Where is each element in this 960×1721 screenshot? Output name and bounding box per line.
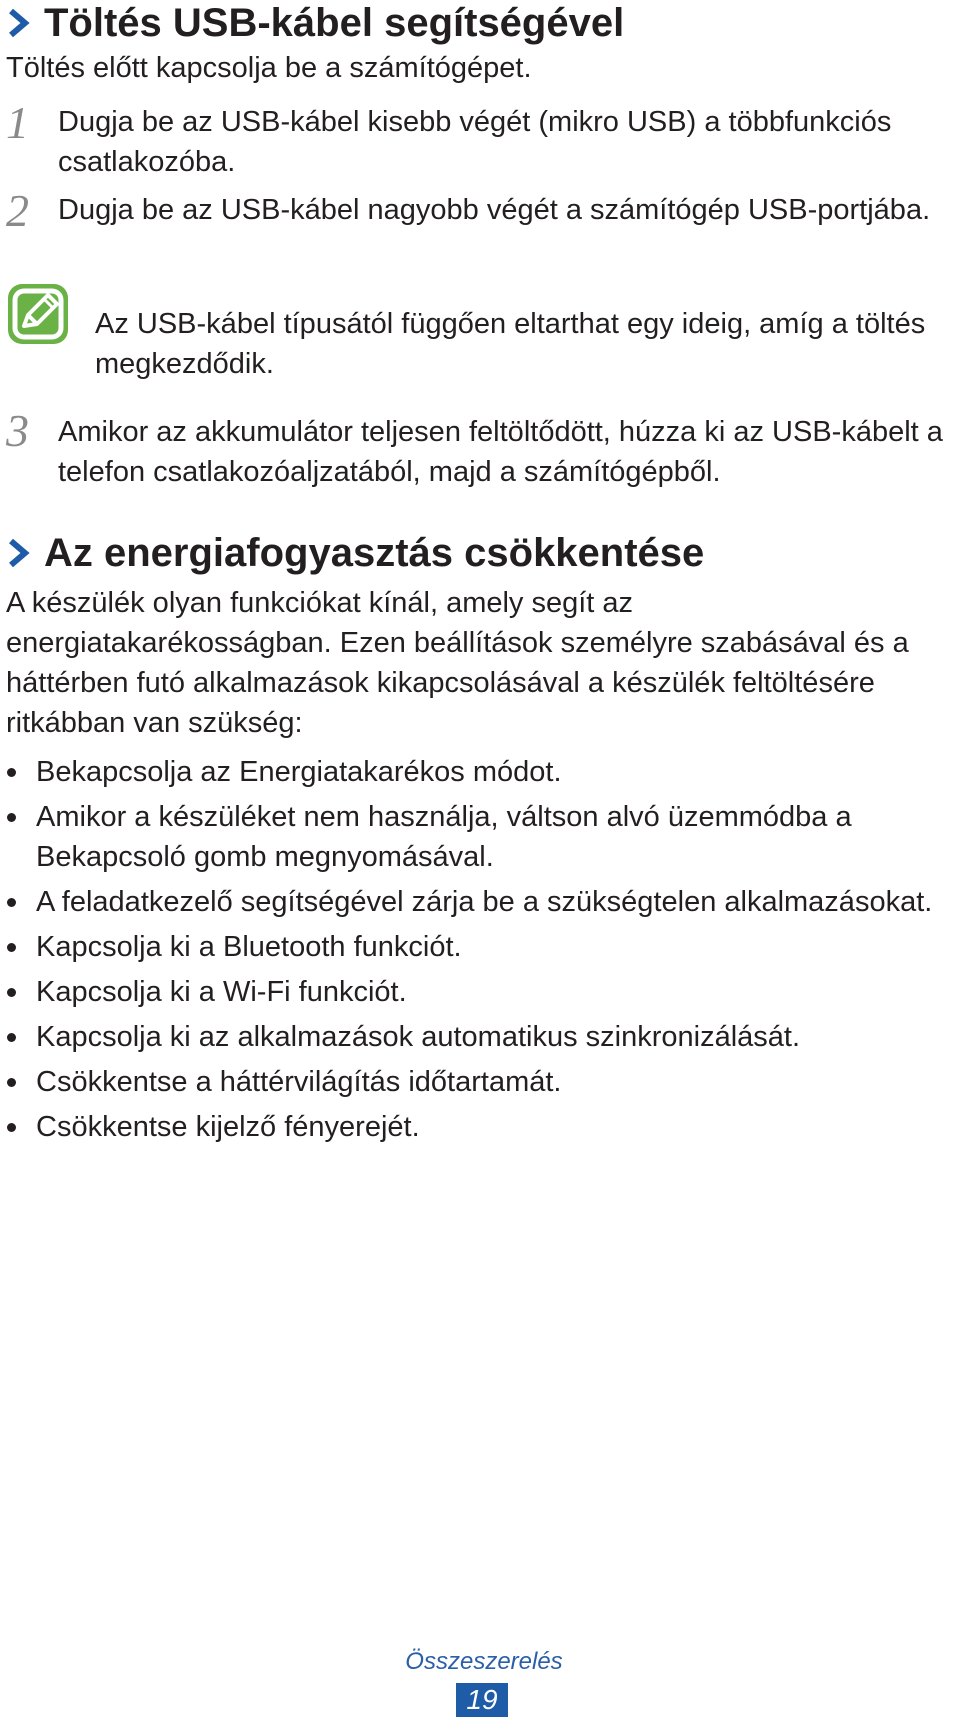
bullet-dot [7, 1123, 16, 1132]
bullet-dot [7, 1033, 16, 1042]
step-number: 3 [6, 405, 29, 456]
list-item [6, 1107, 946, 1147]
tips-list [6, 752, 946, 1152]
list-item-text: Csökkentse a háttérvilágítás időtartamát. [36, 1066, 562, 1098]
list-item-text: Csökkentse kijelző fényerejét. [36, 1111, 420, 1143]
bullet-dot [7, 1078, 16, 1087]
section-heading-energy-saving [6, 530, 704, 576]
footer-section-label: Összeszerelés [405, 1648, 563, 1675]
bullet-dot [7, 943, 16, 952]
list-item-text: Kapcsolja ki a Wi-Fi funkciót. [36, 976, 407, 1008]
chevron-right-icon [6, 8, 32, 38]
list-item-text: Amikor a készüléket nem használja, váltson alvó üzemmódba a Bekapcsoló gomb megnyomásával. [36, 801, 852, 873]
list-item [6, 927, 946, 967]
note-text: Az USB-kábel típusától függően eltarthat egy ideig, amíg a töltés megkezdődik. [95, 308, 926, 380]
bullet-dot [7, 813, 16, 822]
list-item [6, 972, 946, 1012]
bullet-dot [7, 898, 16, 907]
list-item [6, 797, 946, 877]
list-item [6, 1062, 946, 1102]
list-item-text: Kapcsolja ki az alkalmazások automatikus szinkronizálását. [36, 1021, 801, 1053]
list-item-text: A feladatkezelő segítségével zárja be a szükségtelen alkalmazásokat. [36, 886, 933, 918]
intro-text: Töltés előtt kapcsolja be a számítógépet. [6, 52, 532, 84]
chevron-right-icon [6, 538, 32, 568]
list-item [6, 882, 946, 922]
list-item [6, 752, 946, 792]
pencil-note-icon [6, 282, 70, 346]
step-text: Dugja be az USB-kábel kisebb végét (mikro USB) a többfunkciós csatlakozóba. [58, 106, 892, 178]
bullet-dot [7, 768, 16, 777]
step-number: 1 [6, 97, 29, 148]
section-title: Töltés USB-kábel segítségével [44, 0, 625, 45]
step-text: Amikor az akkumulátor teljesen feltöltődött, húzza ki az USB-kábelt a telefon csatlakozóaljzatából, majd a számítógépből. [58, 416, 943, 488]
list-item-text: Kapcsolja ki a Bluetooth funkciót. [36, 931, 462, 963]
footer-section-name [0, 1648, 960, 1676]
bullet-dot [7, 988, 16, 997]
step-text: Dugja be az USB-kábel nagyobb végét a számítógép USB-portjába. [58, 194, 931, 226]
page-number: 19 [456, 1683, 508, 1717]
section-title: Az energiafogyasztás csökkentése [44, 530, 705, 575]
list-item-text: Bekapcsolja az Energiatakarékos módot. [36, 756, 562, 788]
body-paragraph: A készülék olyan funkciókat kínál, amely segít az energiatakarékosságban. Ezen beállítások személyre szabásával és a háttérben futó alkalmazások kikapcsolásával a készülék feltöltésére ritkábban van szükség: [6, 587, 909, 739]
step-number: 2 [6, 185, 29, 236]
list-item [6, 1017, 946, 1057]
section-heading-usb-charging [6, 0, 624, 46]
